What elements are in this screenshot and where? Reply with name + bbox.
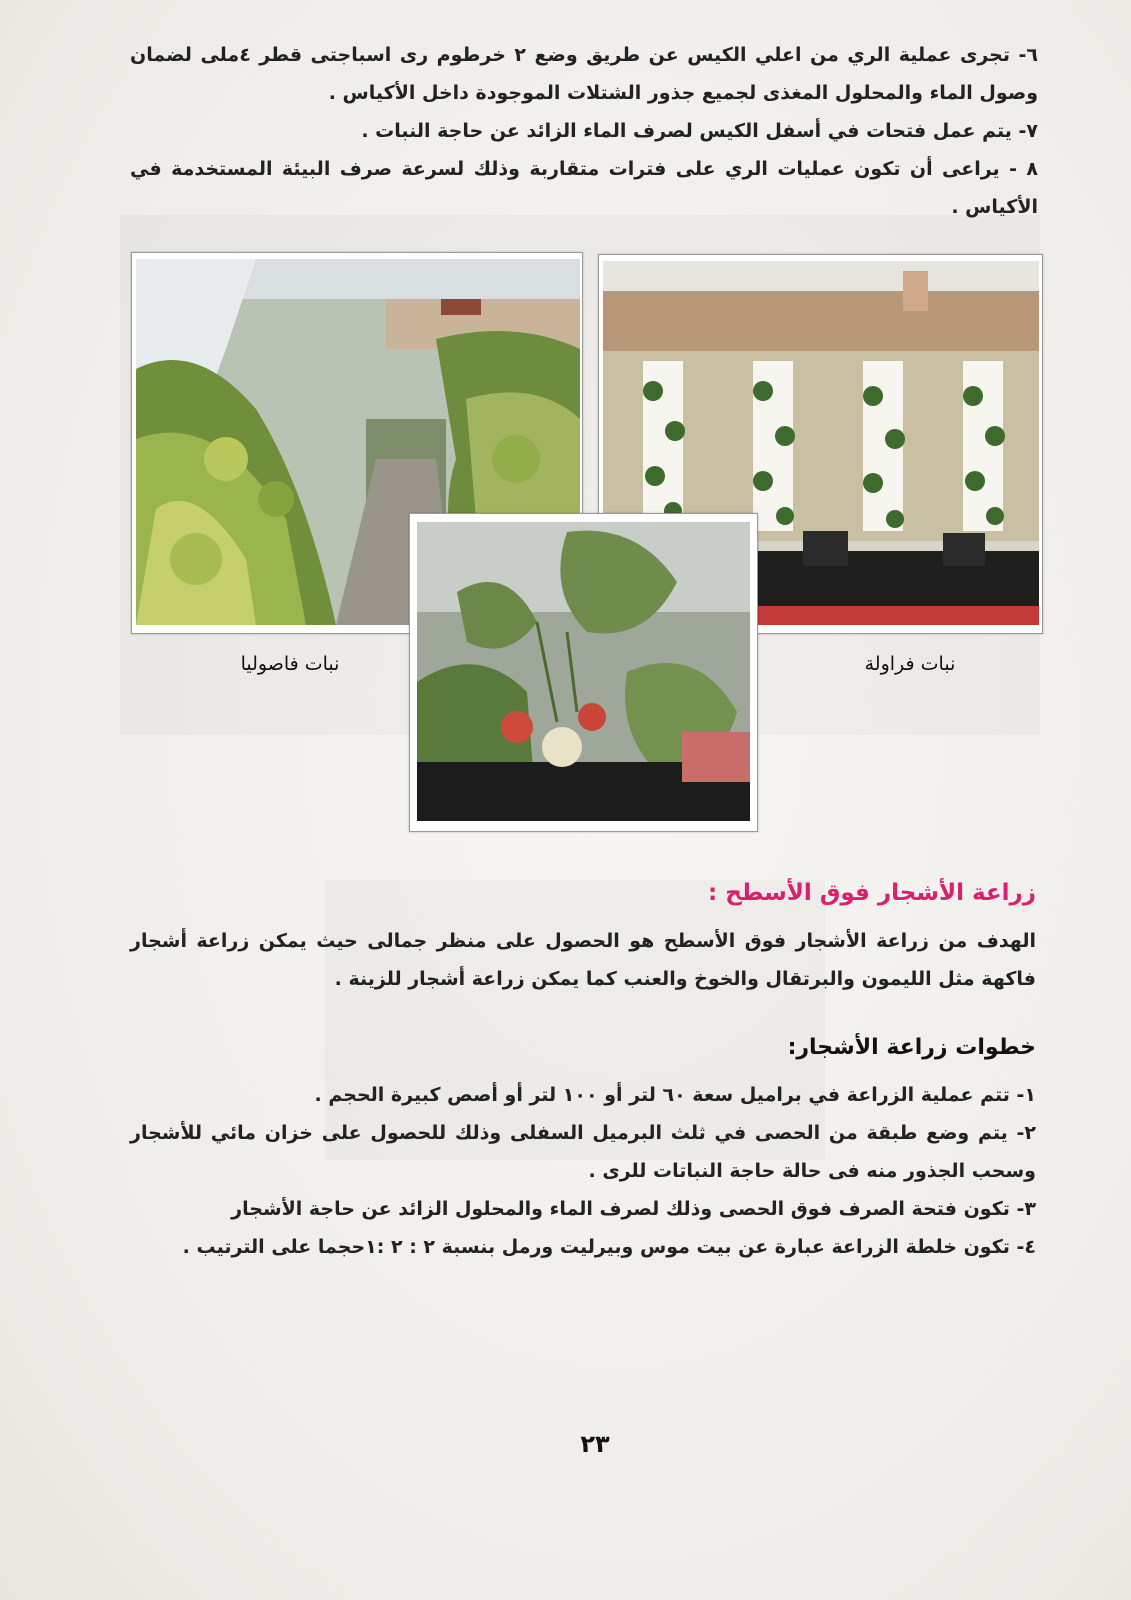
steps-list <box>130 1076 1036 1266</box>
strawberry-closeup-photo-image <box>417 522 750 821</box>
trees-paragraph: الهدف من زراعة الأشجار فوق الأسطح هو الحصول على منظر جمالى حيث يمكن زراعة أشجار فاكهة مثل الليمون والبرتقال والخوخ والعنب كما يمكن زراعة أشجار للزينة . <box>130 930 1036 990</box>
step-item: ٢- يتم وضع طبقة من الحصى في ثلث البرميل السفلى وذلك للحصول على خزان مائي للأشجار وسحب الجذور منه فى حالة حاجة النباتات للرى . <box>130 1122 1036 1182</box>
step-item: ٣- تكون فتحة الصرف فوق الحصى وذلك لصرف الماء والمحلول الزائد عن حاجة الأشجار <box>231 1198 1036 1220</box>
top-items-block <box>130 36 1038 226</box>
step-item: ١- تتم عملية الزراعة في براميل سعة ٦٠ لتر أو ١٠٠ لتر أو أصص كبيرة الحجم . <box>314 1084 1036 1106</box>
step-item: ٤- تكون خلطة الزراعة عبارة عن بيت موس وبيرليت ورمل بنسبة ٢ : ٢ :١حجما على الترتيب . <box>182 1236 1036 1258</box>
section-heading-trees: زراعة الأشجار فوق الأسطح : <box>708 880 1036 906</box>
photo-strawberry-closeup <box>409 513 758 832</box>
caption-strawberry: نبات فراولة <box>864 653 956 675</box>
top-item: ٧- يتم عمل فتحات في أسفل الكيس لصرف الماء الزائد عن حاجة النبات . <box>361 120 1038 142</box>
top-item: ٦- تجرى عملية الري من اعلي الكيس عن طريق وضع ٢ خرطوم رى اسباجتى قطر ٤ملى لضمان وصول الماء والمحلول المغذى لجميع جذور الشتلات الموجودة داخل الأكياس . <box>130 44 1038 104</box>
page-number: ٢٣ <box>580 1430 610 1458</box>
section-heading-steps: خطوات زراعة الأشجار: <box>787 1035 1036 1060</box>
caption-beans: نبات فاصوليا <box>240 653 340 675</box>
top-item: ٨ - يراعى أن تكون عمليات الري على فترات متقاربة وذلك لسرعة صرف البيئة المستخدمة في الأكياس . <box>130 158 1038 218</box>
